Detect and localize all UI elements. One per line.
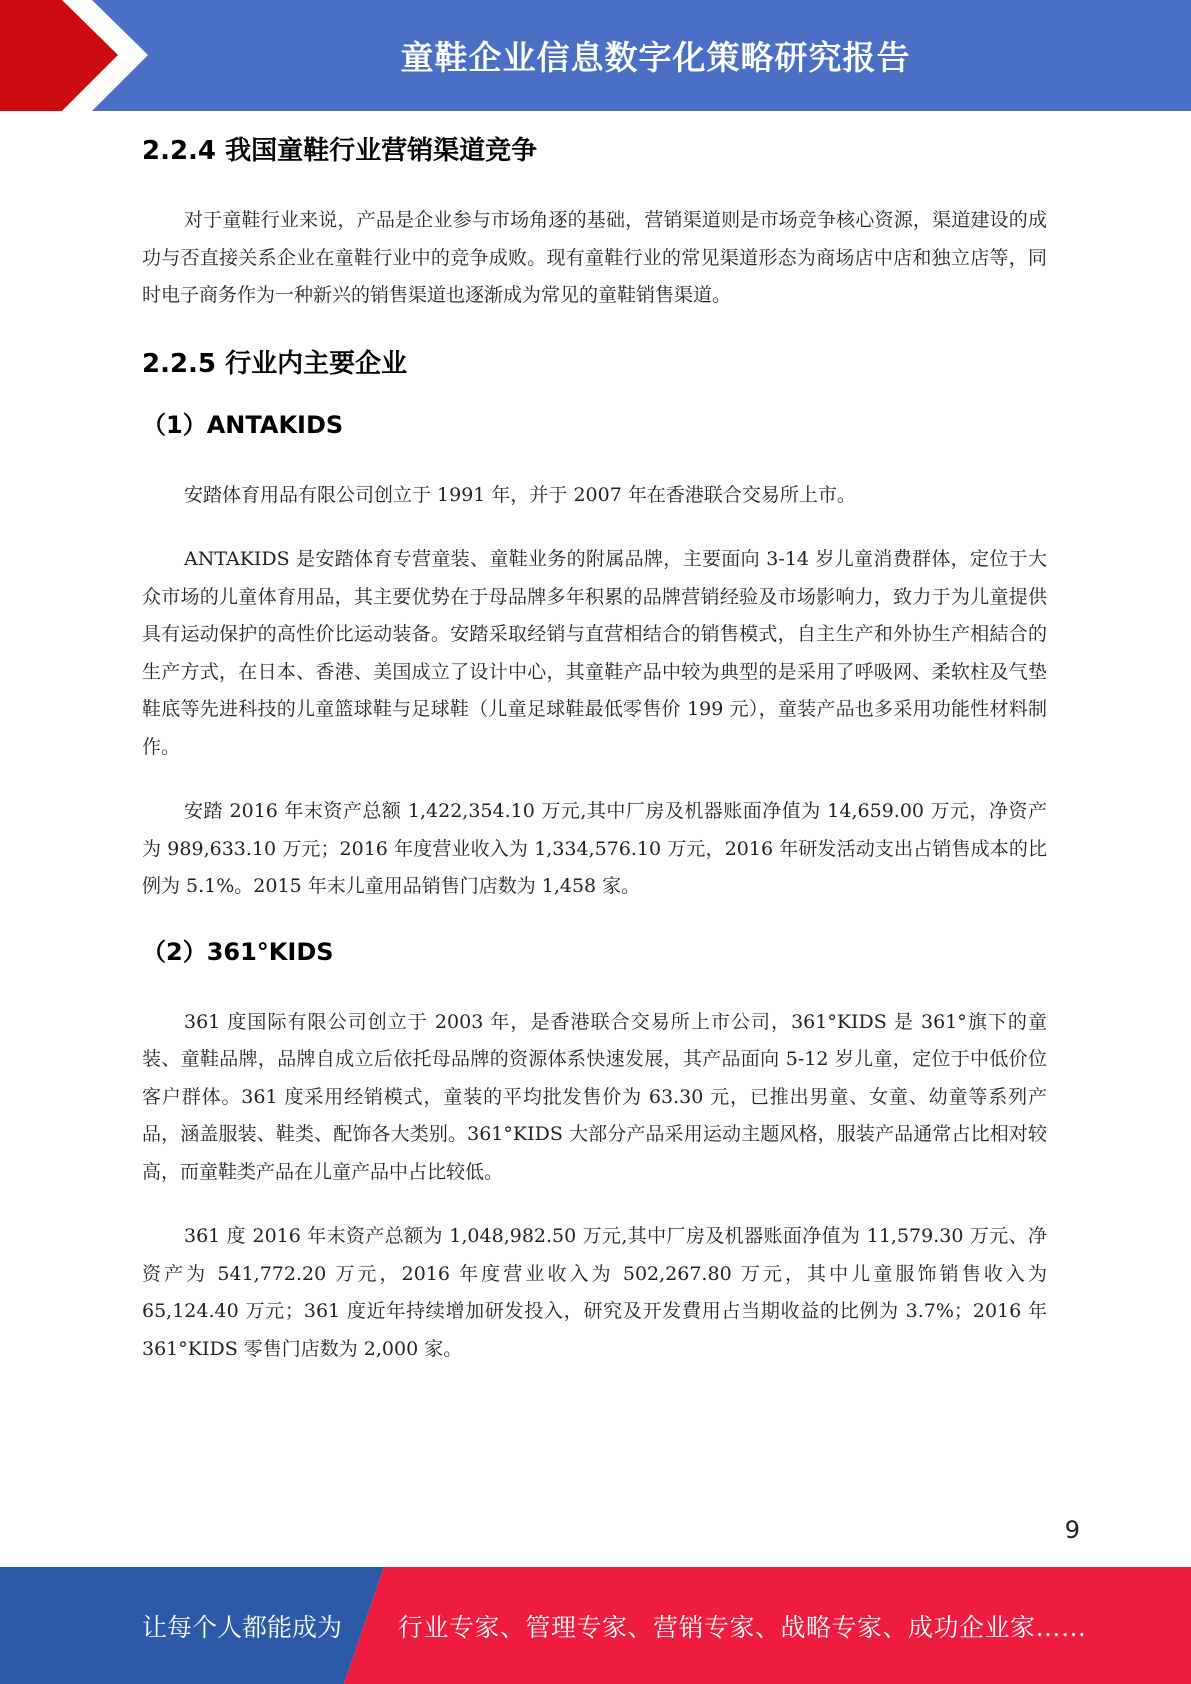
page-header [0,0,1191,111]
paragraph-anta-financials: 安踏 2016 年末资产总额 1,422,354.10 万元,其中厂房及机器账面净值为 14,659.00 万元，净资产为 989,633.10 万元；2016 年度营业收入为 1,334,576.10 万元，2016 年研发活动支出占销售成本的比例为 5.1%。2015 年末儿童用品销售门店数为 1,458 家。 [142,800,1047,897]
paragraph-antakids-brand: ANTAKIDS 是安踏体育专营童装、童鞋业务的附属品牌，主要面向 3-14 岁儿童消费群体，定位于大众市场的儿童体育用品，其主要优势在于母品牌多年积累的品牌营销经验及市场影响力，致力于为儿童提供具有运动保护的高性价比运动装备。安踏采取经销与直营相结合的销售模式，自主生产和外协生产相結合的生产方式，在日本、香港、美国成立了设计中心，其童鞋产品中较为典型的是采用了呼吸网、柔软柱及气垫鞋底等先进科技的儿童篮球鞋与足球鞋（儿童足球鞋最低零售价 199 元），童装产品也多采用功能性材料制作。 [142,548,1047,758]
page-number: 9 [1064,1516,1080,1544]
section-heading-2-2-4: 2.2.4 我国童鞋行业营销渠道竞争 [142,136,538,166]
section-heading-2-2-5: 2.2.5 行业内主要企业 [142,348,408,379]
subheading-antakids: （1）ANTAKIDS [142,410,344,439]
paragraph-anta-founding: 安踏体育用品有限公司创立于 1991 年，并于 2007 年在香港联合交易所上市。 [184,483,856,506]
page-content [142,128,1047,1368]
footer-slogan-left: 让每个人都能成为 [142,1612,343,1642]
report-title: 童鞋企业信息数字化策略研究报告 [400,38,911,77]
paragraph-361-brand: 361 度国际有限公司创立于 2003 年，是香港联合交易所上市公司，361°KIDS 是 361°旗下的童装、童鞋品牌，品牌自成立后依托母品牌的资源体系快速发展，其产品面向 5-12 岁儿童，定位于中低价位客户群体。361 度采用经销模式，童装的平均批发售价为 63.30 元，已推出男童、女童、幼童等系列产品，涵盖服装、鞋类、配饰各大类别。361°KIDS 大部分产品采用运动主题风格，服装产品通常占比相对较高，而童鞋类产品在儿童产品中占比较低。 [142,1010,1047,1183]
paragraph-361-financials: 361 度 2016 年末资产总额为 1,048,982.50 万元,其中厂房及机器账面净值为 11,579.30 万元、净资产为 541,772.20 万元，2016 年度营业收入为 502,267.80 万元，其中儿童服饰销售收入为 65,124.40 万元；361 度近年持续增加研发投入，研究及开发費用占当期收益的比例为 3.7%；2016 年 361°KIDS 零售门店数为 2,000 家。 [142,1225,1047,1360]
paragraph-marketing-channels: 对于童鞋行业来说，产品是企业参与市场角逐的基础，营销渠道则是市场竞争核心资源，渠道建设的成功与否直接关系企业在童鞋行业中的竞争成败。现有童鞋行业的常见渠道形态为商场店中店和独立店等，同时电子商务作为一种新兴的销售渠道也逐渐成为常见的童鞋销售渠道。 [142,209,1047,306]
subheading-361-kids: （2）361°KIDS [142,937,334,966]
page-footer [0,1567,1191,1684]
footer-slogan-right: 行业专家、管理专家、营销专家、战略专家、成功企业家…… [398,1612,1087,1642]
